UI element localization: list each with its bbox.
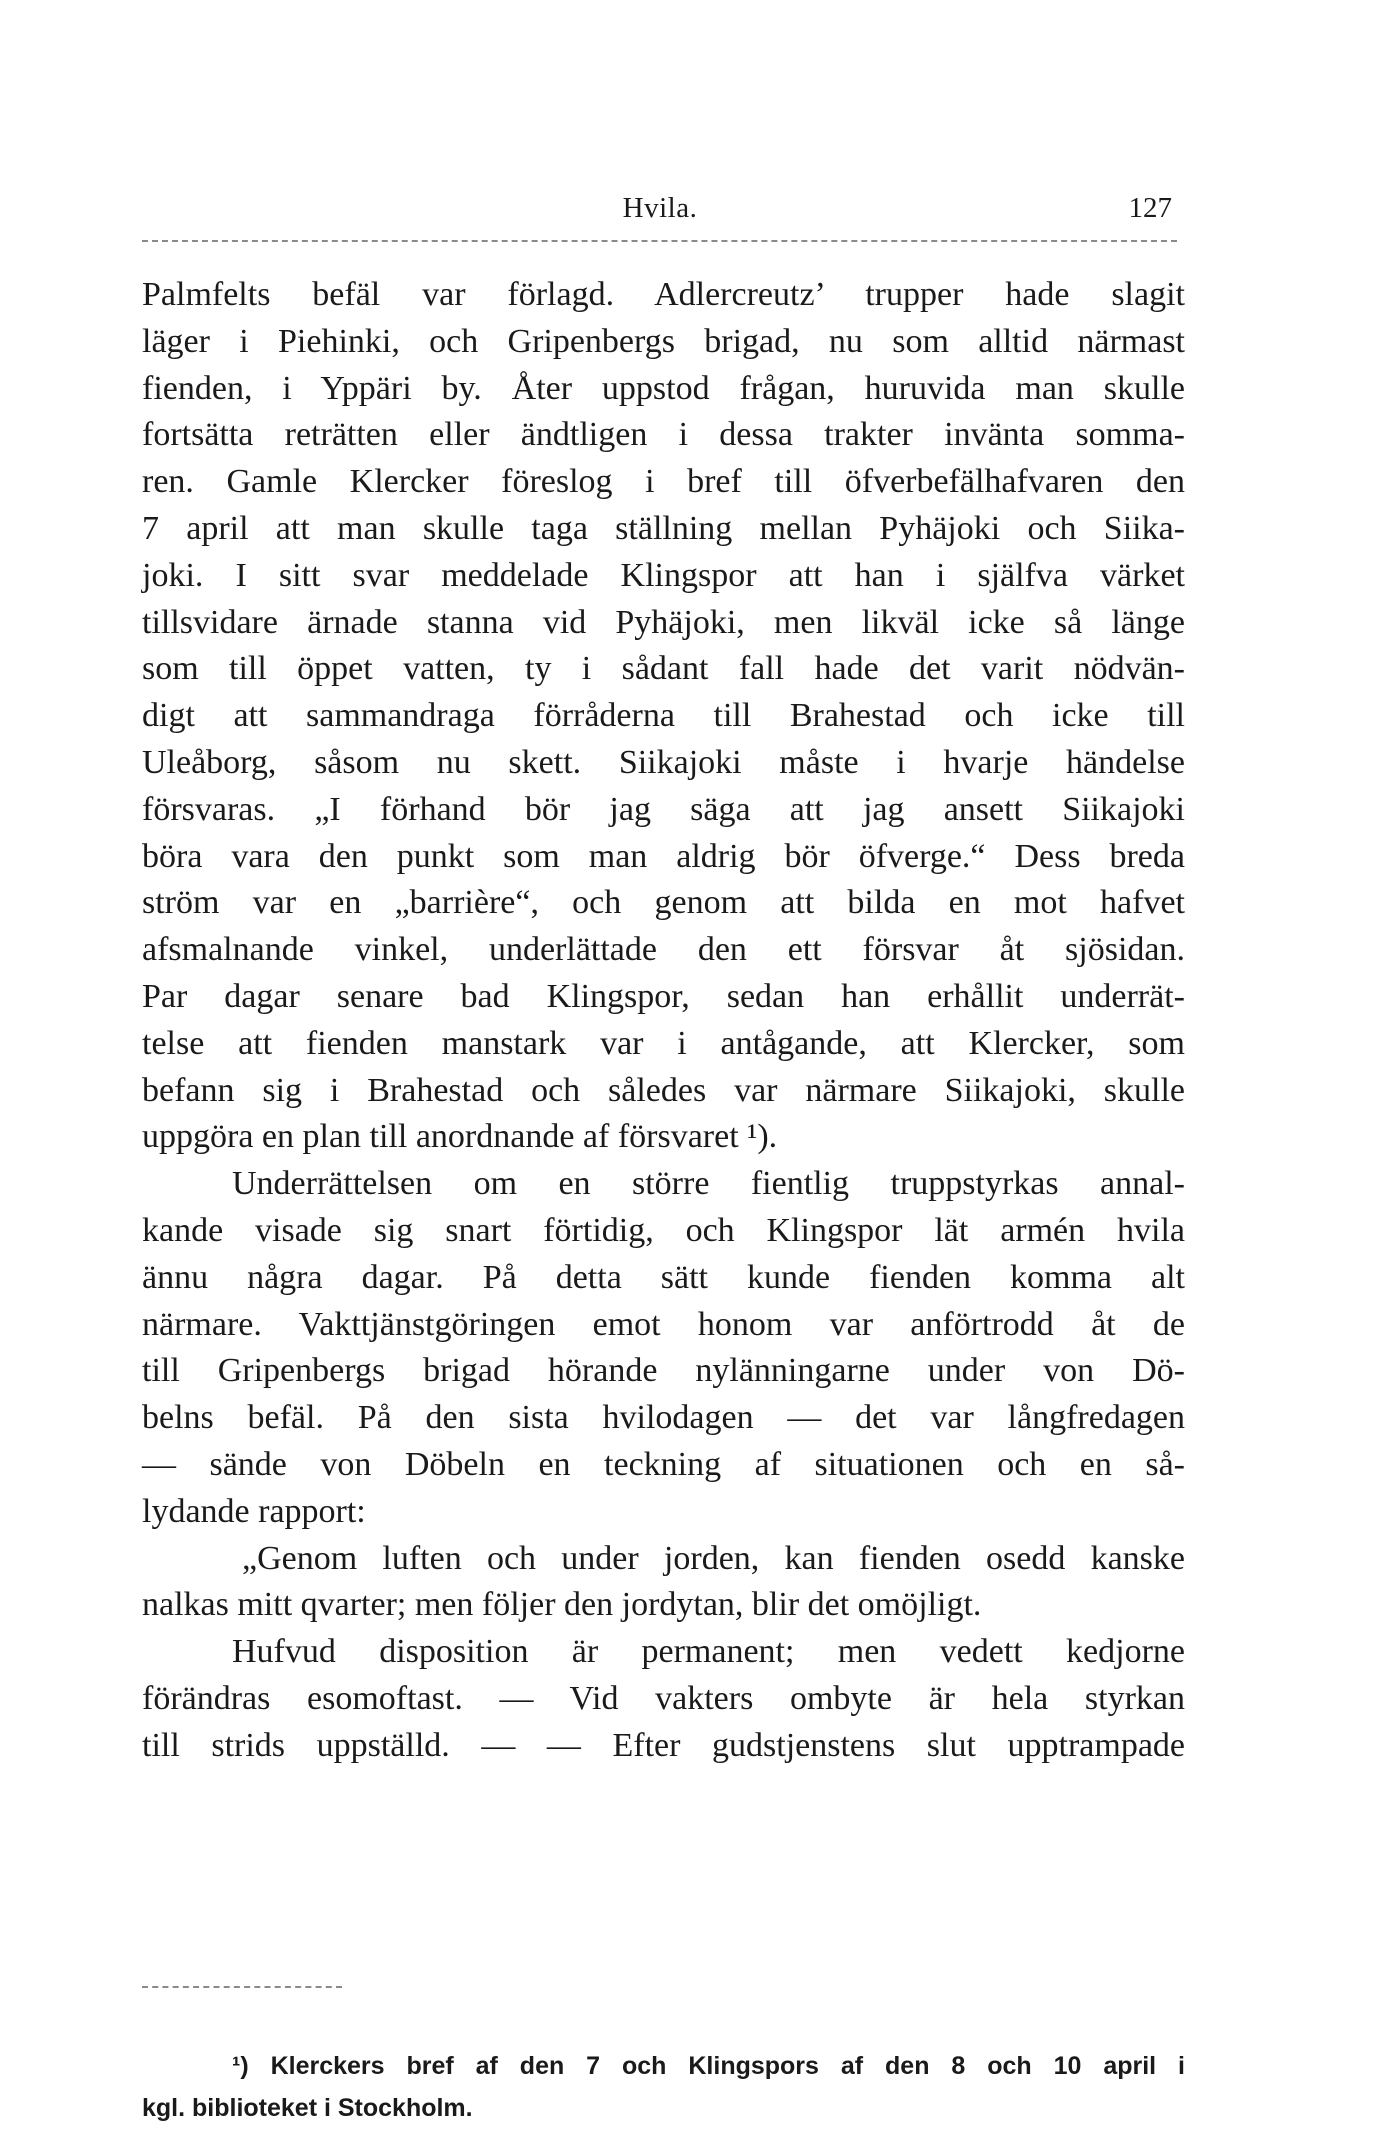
text-line: till strids uppställd. — — Efter gudstjenstens slut upptrampade [142, 1726, 1185, 1764]
text-line: fortsätta reträtten eller ändtligen i dessa trakter invänta somma- [142, 416, 1185, 454]
quote-paragraph-2 [142, 1629, 1185, 1769]
text-line: ännu några dagar. På detta sätt kunde fienden komma alt [142, 1258, 1185, 1296]
text-line: läger i Piehinki, och Gripenbergs brigad, nu som alltid närmast [142, 322, 1185, 360]
text-line: fienden, i Yppäri by. Åter uppstod frågan, huruvida man skulle [142, 369, 1185, 407]
running-title: Hvila. [622, 192, 698, 224]
text-line: „Genom luften och under jorden, kan fienden osedd kanske [242, 1539, 1185, 1577]
text-line: som till öppet vatten, ty i sådant fall hade det varit nödvän- [142, 650, 1185, 688]
footnote-line: kgl. biblioteket i Stockholm. [142, 2094, 473, 2122]
text-line: Par dagar senare bad Klingspor, sedan han erhållit underrät- [142, 977, 1185, 1015]
text-line: försvaras. „I förhand bör jag säga att jag ansett Siikajoki [142, 790, 1185, 828]
footnote-rule [142, 1986, 342, 1988]
text-line: Underrättelsen om en större fientlig truppstyrkas annal- [232, 1165, 1185, 1203]
paragraph-1 [142, 272, 1185, 1161]
text-line: digt att sammandraga förråderna till Brahestad och icke till [142, 697, 1185, 735]
text-line: Hufvud disposition är permanent; men vedett kedjorne [232, 1633, 1185, 1671]
page-header [140, 192, 1180, 232]
text-line: kande visade sig snart förtidig, och Klingspor lät armén hvila [142, 1211, 1185, 1249]
quote-paragraph-1 [142, 1536, 1185, 1630]
text-line: uppgöra en plan till anordnande af försvaret ¹). [142, 1118, 778, 1156]
text-line: förändras esomoftast. — Vid vakters ombyte är hela styrkan [142, 1679, 1185, 1717]
page-number: 127 [1128, 192, 1172, 224]
text-line: tillsvidare ärnade stanna vid Pyhäjoki, men likväl icke så länge [142, 603, 1185, 641]
text-line: belns befäl. På den sista hvilodagen — det var långfredagen [142, 1399, 1185, 1437]
text-line: lydande rapport: [142, 1492, 366, 1530]
text-line: nalkas mitt qvarter; men följer den jordytan, blir det omöjligt. [142, 1586, 982, 1624]
header-rule [142, 240, 1177, 242]
body-text [142, 272, 1185, 1770]
text-line: afsmalnande vinkel, underlättade den ett försvar åt sjösidan. [142, 931, 1185, 969]
paragraph-2 [142, 1161, 1185, 1535]
text-line: befann sig i Brahestad och således var närmare Siikajoki, skulle [142, 1071, 1185, 1109]
text-line: närmare. Vakttjänstgöringen emot honom var anförtrodd åt de [142, 1305, 1185, 1343]
text-line: joki. I sitt svar meddelade Klingspor att han i själfva värket [142, 556, 1185, 594]
text-line: 7 april att man skulle taga ställning mellan Pyhäjoki och Siika- [142, 509, 1185, 547]
text-line: — sände von Döbeln en teckning af situationen och en så- [142, 1445, 1185, 1483]
footnote-line: ¹) Klerckers bref af den 7 och Klingspors af den 8 och 10 april i [232, 2052, 1185, 2080]
text-line: Uleåborg, såsom nu skett. Siikajoki måste i hvarje händelse [142, 743, 1185, 781]
text-line: ren. Gamle Klercker föreslog i bref till öfverbefälhafvaren den [142, 463, 1185, 501]
text-line: Palmfelts befäl var förlagd. Adlercreutz’ trupper hade slagit [142, 276, 1185, 313]
text-line: böra vara den punkt som man aldrig bör öfverge.“ Dess breda [142, 837, 1185, 875]
footnotes [142, 2045, 1185, 2129]
text-line: till Gripenbergs brigad hörande nylänningarne under von Dö- [142, 1352, 1185, 1390]
text-line: ström var en „barrière“, och genom att bilda en mot hafvet [142, 884, 1185, 922]
text-line: telse att fienden manstark var i antågande, att Klercker, som [142, 1024, 1185, 1062]
